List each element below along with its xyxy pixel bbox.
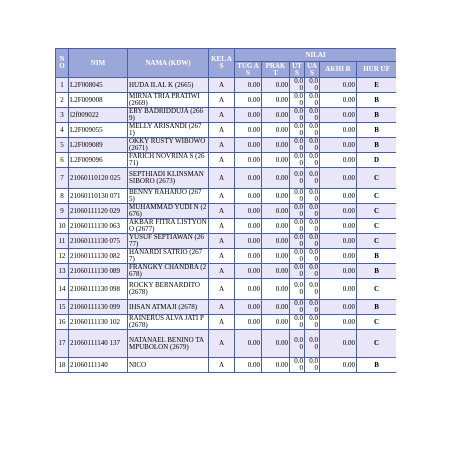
cell-no: 10 xyxy=(56,219,69,234)
cell-akhir: 0.00 xyxy=(320,300,357,315)
cell-huruf: C xyxy=(357,189,397,204)
cell-huruf: C xyxy=(357,315,397,330)
cell-uts: 0.0 0 xyxy=(290,315,305,330)
cell-akhir: 0.00 xyxy=(320,78,357,93)
cell-nama: NICO xyxy=(128,358,209,373)
cell-kelas: A xyxy=(209,78,235,93)
cell-uts: 0.0 0 xyxy=(290,249,305,264)
cell-uts: 0.0 0 xyxy=(290,123,305,138)
cell-akhir: 0.00 xyxy=(320,330,357,358)
cell-nama: ROCKY BERNARDITO (2678) xyxy=(128,279,209,300)
cell-tugas: 0.00 xyxy=(235,279,262,300)
cell-kelas: A xyxy=(209,264,235,279)
table-row xyxy=(56,204,397,219)
cell-prak: 0.00 xyxy=(262,168,290,189)
cell-tugas: 0.00 xyxy=(235,123,262,138)
header-nilai: NILAI xyxy=(235,49,397,62)
cell-uts: 0.0 0 xyxy=(290,108,305,123)
cell-no: 13 xyxy=(56,264,69,279)
table-row xyxy=(56,219,397,234)
cell-prak: 0.00 xyxy=(262,315,290,330)
cell-no: 14 xyxy=(56,279,69,300)
cell-tugas: 0.00 xyxy=(235,78,262,93)
cell-uts: 0.0 0 xyxy=(290,219,305,234)
cell-akhir: 0.00 xyxy=(320,204,357,219)
table-row xyxy=(56,168,397,189)
cell-huruf: B xyxy=(357,93,397,108)
cell-huruf: B xyxy=(357,123,397,138)
cell-uas: 0.0 0 xyxy=(305,358,320,373)
cell-nim: 21060111130 089 xyxy=(69,264,128,279)
cell-uas: 0.0 0 xyxy=(305,300,320,315)
header-uts: UT S xyxy=(290,62,305,78)
cell-akhir: 0.00 xyxy=(320,315,357,330)
cell-uts: 0.0 0 xyxy=(290,234,305,249)
cell-nama: SEPTHIADI KLINSMAN SIBORO (2673) xyxy=(128,168,209,189)
cell-nim: 21060111130 102 xyxy=(69,315,128,330)
cell-huruf: C xyxy=(357,204,397,219)
cell-tugas: 0.00 xyxy=(235,93,262,108)
cell-tugas: 0.00 xyxy=(235,249,262,264)
cell-nim: 21060111140 xyxy=(69,358,128,373)
cell-prak: 0.00 xyxy=(262,219,290,234)
cell-huruf: C xyxy=(357,279,397,300)
cell-prak: 0.00 xyxy=(262,330,290,358)
cell-no: 7 xyxy=(56,168,69,189)
cell-prak: 0.00 xyxy=(262,279,290,300)
cell-nim: 21060110130 071 xyxy=(69,189,128,204)
table-row xyxy=(56,189,397,204)
table-row xyxy=(56,330,397,358)
cell-nama: FARICH NOVRINA S (2671) xyxy=(128,153,209,168)
cell-uas: 0.0 0 xyxy=(305,330,320,358)
cell-akhir: 0.00 xyxy=(320,234,357,249)
cell-uas: 0.0 0 xyxy=(305,168,320,189)
cell-kelas: A xyxy=(209,138,235,153)
cell-uts: 0.0 0 xyxy=(290,204,305,219)
cell-nim: L2F009096 xyxy=(69,153,128,168)
cell-kelas: A xyxy=(209,300,235,315)
header-huruf: HUR UF xyxy=(357,62,397,78)
cell-nim: 21060111130 075 xyxy=(69,234,128,249)
cell-uas: 0.0 0 xyxy=(305,315,320,330)
cell-prak: 0.00 xyxy=(262,153,290,168)
cell-nim: l2f009022 xyxy=(69,108,128,123)
header-no: NO xyxy=(56,49,69,78)
cell-huruf: E xyxy=(357,78,397,93)
cell-uas: 0.0 0 xyxy=(305,249,320,264)
cell-no: 17 xyxy=(56,330,69,358)
cell-uas: 0.0 0 xyxy=(305,108,320,123)
cell-akhir: 0.00 xyxy=(320,358,357,373)
cell-no: 4 xyxy=(56,123,69,138)
grades-table xyxy=(55,48,396,373)
cell-huruf: D xyxy=(357,153,397,168)
cell-prak: 0.00 xyxy=(262,123,290,138)
cell-huruf: B xyxy=(357,358,397,373)
header-prak: PRAK T xyxy=(262,62,290,78)
cell-nama: NATANAEL BENINO TAMPUBOLON (2679) xyxy=(128,330,209,358)
cell-kelas: A xyxy=(209,189,235,204)
table-header xyxy=(56,49,397,78)
cell-nama: HUDA ILAL K (2665) xyxy=(128,78,209,93)
cell-prak: 0.00 xyxy=(262,108,290,123)
table-row xyxy=(56,138,397,153)
cell-kelas: A xyxy=(209,279,235,300)
table-row xyxy=(56,123,397,138)
cell-tugas: 0.00 xyxy=(235,219,262,234)
cell-nim: L2F009055 xyxy=(69,123,128,138)
cell-huruf: B xyxy=(357,264,397,279)
cell-no: 1 xyxy=(56,78,69,93)
cell-tugas: 0.00 xyxy=(235,358,262,373)
cell-nim: 21060111140 137 xyxy=(69,330,128,358)
cell-no: 9 xyxy=(56,204,69,219)
cell-nama: OKKY RUSTY WIBOWO (2671) xyxy=(128,138,209,153)
cell-uas: 0.0 0 xyxy=(305,219,320,234)
table-row xyxy=(56,78,397,93)
cell-kelas: A xyxy=(209,108,235,123)
cell-huruf: B xyxy=(357,249,397,264)
cell-no: 6 xyxy=(56,153,69,168)
cell-prak: 0.00 xyxy=(262,138,290,153)
grades-table-container xyxy=(55,48,396,405)
cell-akhir: 0.00 xyxy=(320,138,357,153)
table-row xyxy=(56,279,397,300)
cell-no: 15 xyxy=(56,300,69,315)
cell-nim: 21060110120 025 xyxy=(69,168,128,189)
table-body xyxy=(56,78,397,373)
cell-uas: 0.0 0 xyxy=(305,264,320,279)
cell-kelas: A xyxy=(209,204,235,219)
cell-prak: 0.00 xyxy=(262,249,290,264)
cell-prak: 0.00 xyxy=(262,264,290,279)
cell-kelas: A xyxy=(209,153,235,168)
cell-uas: 0.0 0 xyxy=(305,189,320,204)
cell-no: 5 xyxy=(56,138,69,153)
cell-tugas: 0.00 xyxy=(235,153,262,168)
cell-prak: 0.00 xyxy=(262,234,290,249)
cell-no: 12 xyxy=(56,249,69,264)
cell-tugas: 0.00 xyxy=(235,138,262,153)
cell-no: 8 xyxy=(56,189,69,204)
cell-kelas: A xyxy=(209,315,235,330)
cell-kelas: A xyxy=(209,249,235,264)
cell-kelas: A xyxy=(209,330,235,358)
header-akhir: AKHI R xyxy=(320,62,357,78)
cell-uts: 0.0 0 xyxy=(290,300,305,315)
header-tugas: TUG AS xyxy=(235,62,262,78)
cell-uas: 0.0 0 xyxy=(305,93,320,108)
cell-huruf: C xyxy=(357,168,397,189)
header-kelas: KEL AS xyxy=(209,49,235,78)
cell-no: 11 xyxy=(56,234,69,249)
table-row xyxy=(56,93,397,108)
cell-tugas: 0.00 xyxy=(235,315,262,330)
cell-nama: ERY BADRIDDUJA (2669) xyxy=(128,108,209,123)
cell-prak: 0.00 xyxy=(262,300,290,315)
cell-kelas: A xyxy=(209,93,235,108)
cell-uts: 0.0 0 xyxy=(290,168,305,189)
cell-nama: MUHAMMAD YUDI N (2676) xyxy=(128,204,209,219)
cell-no: 3 xyxy=(56,108,69,123)
cell-uas: 0.0 0 xyxy=(305,123,320,138)
header-nim: NIM xyxy=(69,49,128,78)
cell-akhir: 0.00 xyxy=(320,93,357,108)
table-row xyxy=(56,249,397,264)
cell-nim: 21060111130 082 xyxy=(69,249,128,264)
cell-akhir: 0.00 xyxy=(320,219,357,234)
table-row xyxy=(56,153,397,168)
header-uas: UA S xyxy=(305,62,320,78)
cell-nama: YUSUF SEPTIAWAN (2677) xyxy=(128,234,209,249)
table-row xyxy=(56,264,397,279)
cell-uts: 0.0 0 xyxy=(290,138,305,153)
cell-nama: RAINERUS ALVA JATI P (2678) xyxy=(128,315,209,330)
cell-huruf: C xyxy=(357,219,397,234)
cell-uas: 0.0 0 xyxy=(305,78,320,93)
cell-tugas: 0.00 xyxy=(235,189,262,204)
cell-prak: 0.00 xyxy=(262,78,290,93)
cell-huruf: B xyxy=(357,138,397,153)
cell-uts: 0.0 0 xyxy=(290,264,305,279)
cell-no: 18 xyxy=(56,358,69,373)
cell-nim: 21060111120 029 xyxy=(69,204,128,219)
cell-akhir: 0.00 xyxy=(320,249,357,264)
cell-kelas: A xyxy=(209,358,235,373)
cell-prak: 0.00 xyxy=(262,204,290,219)
cell-nama: IHSAN ATMAJI (2678) xyxy=(128,300,209,315)
cell-kelas: A xyxy=(209,234,235,249)
cell-akhir: 0.00 xyxy=(320,153,357,168)
cell-nim: L2F008045 xyxy=(69,78,128,93)
cell-no: 2 xyxy=(56,93,69,108)
cell-akhir: 0.00 xyxy=(320,168,357,189)
cell-uts: 0.0 0 xyxy=(290,93,305,108)
cell-prak: 0.00 xyxy=(262,358,290,373)
cell-tugas: 0.00 xyxy=(235,234,262,249)
cell-nama: MIRNA TRIA PRATIWI (2669) xyxy=(128,93,209,108)
cell-nim: L2F009008 xyxy=(69,93,128,108)
cell-nama: BENNY RAHARJO (2675) xyxy=(128,189,209,204)
cell-nim: 21060111130 099 xyxy=(69,300,128,315)
table-row xyxy=(56,234,397,249)
cell-no: 16 xyxy=(56,315,69,330)
cell-huruf: B xyxy=(357,108,397,123)
cell-uas: 0.0 0 xyxy=(305,204,320,219)
cell-uas: 0.0 0 xyxy=(305,234,320,249)
cell-uts: 0.0 0 xyxy=(290,358,305,373)
cell-uas: 0.0 0 xyxy=(305,138,320,153)
cell-nim: L2F009089 xyxy=(69,138,128,153)
cell-uts: 0.0 0 xyxy=(290,189,305,204)
cell-akhir: 0.00 xyxy=(320,264,357,279)
cell-huruf: C xyxy=(357,330,397,358)
cell-tugas: 0.00 xyxy=(235,108,262,123)
cell-prak: 0.00 xyxy=(262,189,290,204)
cell-tugas: 0.00 xyxy=(235,330,262,358)
cell-kelas: A xyxy=(209,168,235,189)
cell-uts: 0.0 0 xyxy=(290,153,305,168)
cell-uts: 0.0 0 xyxy=(290,330,305,358)
cell-uas: 0.0 0 xyxy=(305,279,320,300)
cell-akhir: 0.00 xyxy=(320,123,357,138)
cell-tugas: 0.00 xyxy=(235,204,262,219)
cell-uts: 0.0 0 xyxy=(290,279,305,300)
table-row xyxy=(56,358,397,373)
cell-nama: MELLY ARISANDI (2671) xyxy=(128,123,209,138)
header-nama: NAMA (KDW) xyxy=(128,49,209,78)
cell-nim: 21060111130 098 xyxy=(69,279,128,300)
table-row xyxy=(56,108,397,123)
cell-tugas: 0.00 xyxy=(235,168,262,189)
cell-nim: 21060111130 063 xyxy=(69,219,128,234)
table-row xyxy=(56,300,397,315)
cell-nama: HANARDI SATRIO (2677) xyxy=(128,249,209,264)
cell-nama: AKBAR FITRA LISTYONO (2677) xyxy=(129,218,207,233)
cell-akhir: 0.00 xyxy=(320,189,357,204)
cell-kelas: A xyxy=(209,219,235,234)
cell-uts: 0.0 0 xyxy=(290,78,305,93)
table-row xyxy=(56,315,397,330)
cell-prak: 0.00 xyxy=(262,93,290,108)
cell-nama: FRANGKY CHANDRA (2678) xyxy=(128,264,209,279)
cell-akhir: 0.00 xyxy=(320,279,357,300)
cell-huruf: C xyxy=(357,234,397,249)
cell-tugas: 0.00 xyxy=(235,300,262,315)
cell-kelas: A xyxy=(209,123,235,138)
cell-uas: 0.0 0 xyxy=(305,153,320,168)
cell-huruf: B xyxy=(357,300,397,315)
cell-akhir: 0.00 xyxy=(320,108,357,123)
cell-tugas: 0.00 xyxy=(235,264,262,279)
